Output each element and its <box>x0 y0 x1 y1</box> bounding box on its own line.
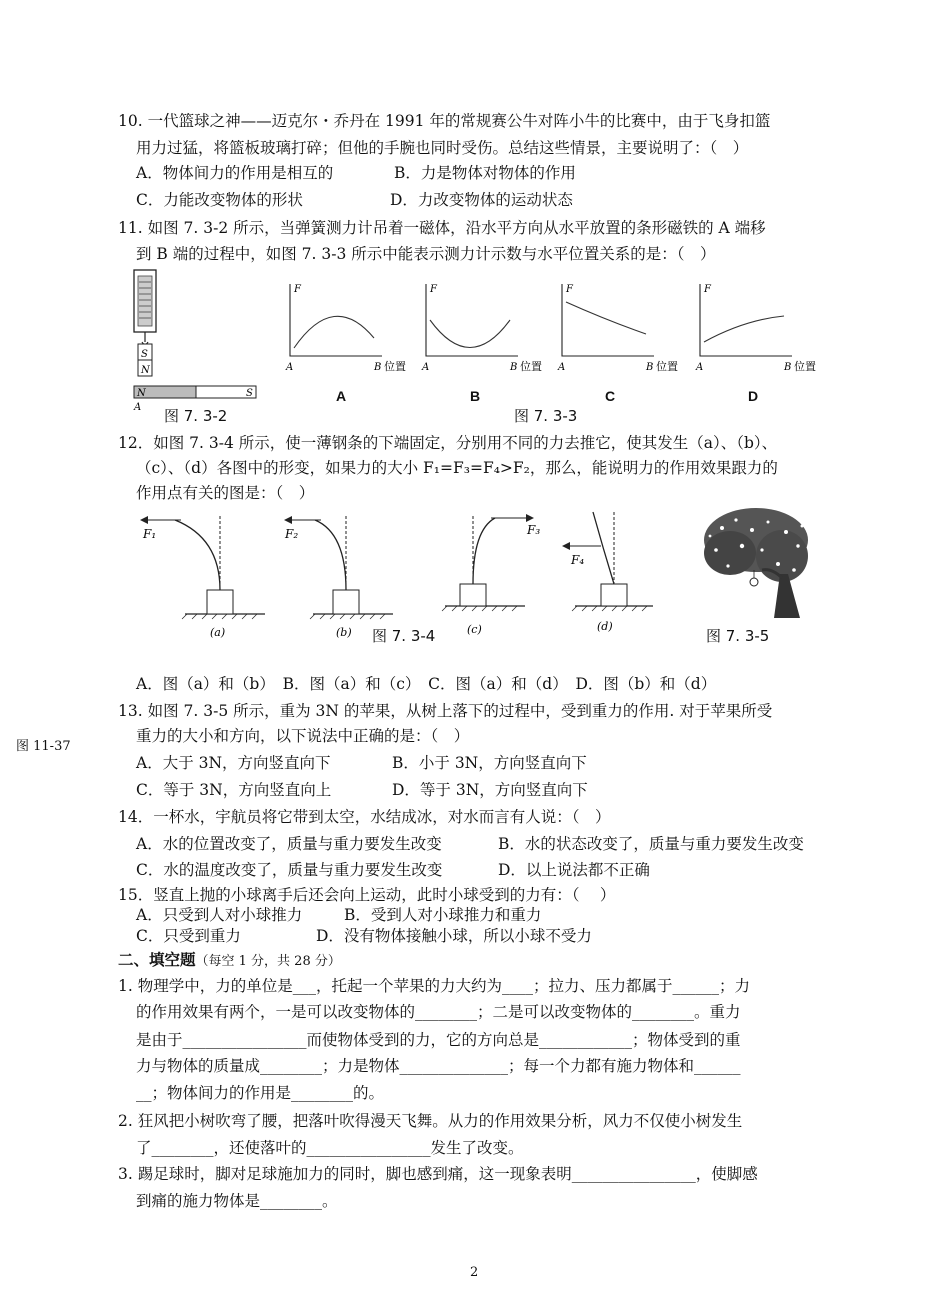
fill3-line1: 3. 踢足球时，脚对足球施加力的同时，脚也感到痛，这一现象表明________________，使脚感 <box>118 1165 758 1183</box>
force-f3-label: F₃ <box>527 523 541 537</box>
graph-x-a-label: A <box>696 362 704 373</box>
q13-option-b: B．小于 3N，方向竖直向下 <box>392 754 587 772</box>
q10-option-b: B．力是物体对物体的作用 <box>394 164 576 182</box>
graph-y-label: F <box>430 284 437 295</box>
graphs-figure <box>280 280 840 380</box>
bar-n-label: N <box>137 388 146 399</box>
graph-curve <box>294 316 374 348</box>
fill1-line5: __；物体间力的作用是________的。 <box>136 1084 385 1102</box>
graph-x-a-label: A <box>286 362 294 373</box>
section-2-heading <box>118 949 341 973</box>
magnet-n-label: N <box>141 365 150 376</box>
q13-line2: 重力的大小和方向，以下说法中正确的是：（ ） <box>136 727 470 745</box>
q11-line2: 到 B 端的过程中，如图 7. 3-3 所示中能表示测力计示数与水平位置关系的是：（ ） <box>136 245 716 263</box>
graph-x-position-label: 位置 <box>384 360 406 373</box>
graph-d-label: D <box>748 388 759 404</box>
q15-option-b: B．受到人对小球推力和重力 <box>344 906 542 924</box>
side-figure-note: 图 11-37 <box>16 739 71 754</box>
q14-line1: 14．一杯水，宇航员将它带到太空，水结成冰，对水而言有人说：（ ） <box>118 808 611 826</box>
q10-option-c: C．力能改变物体的形状 <box>136 191 303 209</box>
q14-option-a: A．水的位置改变了，质量与重力要发生改变 <box>136 835 442 853</box>
q13-option-a: A．大于 3N，方向竖直向下 <box>136 754 331 772</box>
graph-x-b-label: B <box>374 362 382 373</box>
graph-curve <box>566 302 646 334</box>
apple-tree-figure <box>702 508 810 618</box>
graph-x-a-label: A <box>422 362 430 373</box>
q15-line1: 15．竖直上抛的小球离手后还会向上运动，此时小球受到的力有：（ ） <box>118 886 616 904</box>
spring-scale-figure <box>128 268 268 418</box>
graph-y-label: F <box>294 284 301 295</box>
q15-option-c: C．只受到重力 <box>136 927 241 945</box>
graph-axes <box>426 284 518 356</box>
panel-d-tag: (d) <box>597 620 613 633</box>
q14-option-d: D．以上说法都不正确 <box>498 861 650 879</box>
magnet-s-label: S <box>141 349 148 360</box>
figure-7-3-2-caption: 图 7. 3-2 <box>164 407 228 425</box>
graph-axes <box>290 284 382 356</box>
q13-line1: 13. 如图 7. 3-5 所示，重为 3N 的苹果，从树上落下的过程中，受到重力的作用. 对于苹果所受 <box>118 702 773 720</box>
bar-a-label: A <box>134 402 142 413</box>
q12-line1: 12．如图 7. 3-4 所示，使一薄钢条的下端固定，分别用不同的力去推它，使其发生（a）、（b）、 <box>118 434 778 452</box>
graph-curve <box>704 316 784 342</box>
graph-a-label: A <box>336 388 347 404</box>
graph-y-label: F <box>566 284 573 295</box>
page-number: 2 <box>470 1265 479 1280</box>
force-f2-label: F₂ <box>285 527 299 541</box>
q11-line1: 11. 如图 7. 3-2 所示，当弹簧测力计吊着一磁体，沿水平方向从水平放置的条形磁铁的 A 端移 <box>118 219 766 237</box>
graph-x-a-label: A <box>558 362 566 373</box>
section-2-note: （每空 1 分，共 28 分） <box>195 954 341 969</box>
fill3-line2: 到痛的施力物体是________。 <box>136 1192 338 1210</box>
q10-line2: 用力过猛，将篮板玻璃打碎；但他的手腕也同时受伤。总结这些情景，主要说明了：（ ） <box>136 139 749 157</box>
graph-curve <box>430 320 510 348</box>
graph-c-label: C <box>605 388 616 404</box>
q15-option-a: A．只受到人对小球推力 <box>136 906 303 924</box>
force-f4-label: F₄ <box>571 553 585 567</box>
fill1-line2: 的作用效果有两个，一是可以改变物体的________；二是可以改变物体的________。重力 <box>136 1003 741 1021</box>
fill2-line2: 了________，还使落叶的________________发生了改变。 <box>136 1139 524 1157</box>
q10-option-d: D．力改变物体的运动状态 <box>390 191 573 209</box>
q15-option-d: D．没有物体接触小球，所以小球不受力 <box>316 927 592 945</box>
q14-option-b: B．水的状态改变了，质量与重力要发生改变 <box>498 835 804 853</box>
q10-line1: 10. 一代篮球之神——迈克尔・乔丹在 1991 年的常规赛公牛对阵小牛的比赛中，由于飞身扣篮 <box>118 112 771 130</box>
panel-a-tag: (a) <box>210 626 226 639</box>
graph-x-b-label: B <box>784 362 792 373</box>
q13-option-d: D．等于 3N，方向竖直向下 <box>392 781 588 799</box>
panel-b-tag: (b) <box>336 626 352 639</box>
fill2-line1: 2. 狂风把小树吹弯了腰，把落叶吹得漫天飞舞。从力的作用效果分析，风力不仅使小树发生 <box>118 1112 743 1130</box>
figure-7-3-5-caption: 图 7. 3-5 <box>706 627 770 645</box>
graph-x-position-label: 位置 <box>656 360 678 373</box>
q10-option-a: A．物体间力的作用是相互的 <box>136 164 334 182</box>
force-f1-label: F₁ <box>143 527 157 541</box>
fill1-line1: 1. 物理学中，力的单位是___，托起一个苹果的力大约为____；拉力、压力都属于______；力 <box>118 977 750 995</box>
section-2-title: 二、填空题 <box>118 950 196 969</box>
figure-7-3-3-caption: 图 7. 3-3 <box>514 407 578 425</box>
q14-option-c: C．水的温度改变了，质量与重力要发生改变 <box>136 861 443 879</box>
q12-options: A．图（a）和（b） B．图（a）和（c） C．图（a）和（d） D．图（b）和（d） <box>136 675 717 693</box>
q12-line3: 作用点有关的图是：（ ） <box>136 484 315 502</box>
fill1-line4: 力与物体的质量成________；力是物体______________；每一个力都有施力物体和______ <box>136 1057 741 1075</box>
graph-x-b-label: B <box>510 362 518 373</box>
bar-s-label: S <box>246 388 253 399</box>
graph-x-position-label: 位置 <box>520 360 542 373</box>
q13-option-c: C．等于 3N，方向竖直向上 <box>136 781 332 799</box>
graph-x-position-label: 位置 <box>794 360 816 373</box>
graph-b-label: B <box>470 388 481 404</box>
fill1-line3: 是由于________________而使物体受到的力，它的方向总是____________；物体受到的重 <box>136 1031 741 1049</box>
graph-x-b-label: B <box>646 362 654 373</box>
figure-7-3-4-caption: 图 7. 3-4 <box>372 627 436 645</box>
graph-axes <box>700 284 792 356</box>
graph-y-label: F <box>704 284 711 295</box>
panel-c-tag: (c) <box>467 623 482 636</box>
q12-line2: （c）、（d）各图中的形变，如果力的大小 F₁=F₃=F₄>F₂，那么，能说明力的作用效果跟力的 <box>136 459 778 477</box>
